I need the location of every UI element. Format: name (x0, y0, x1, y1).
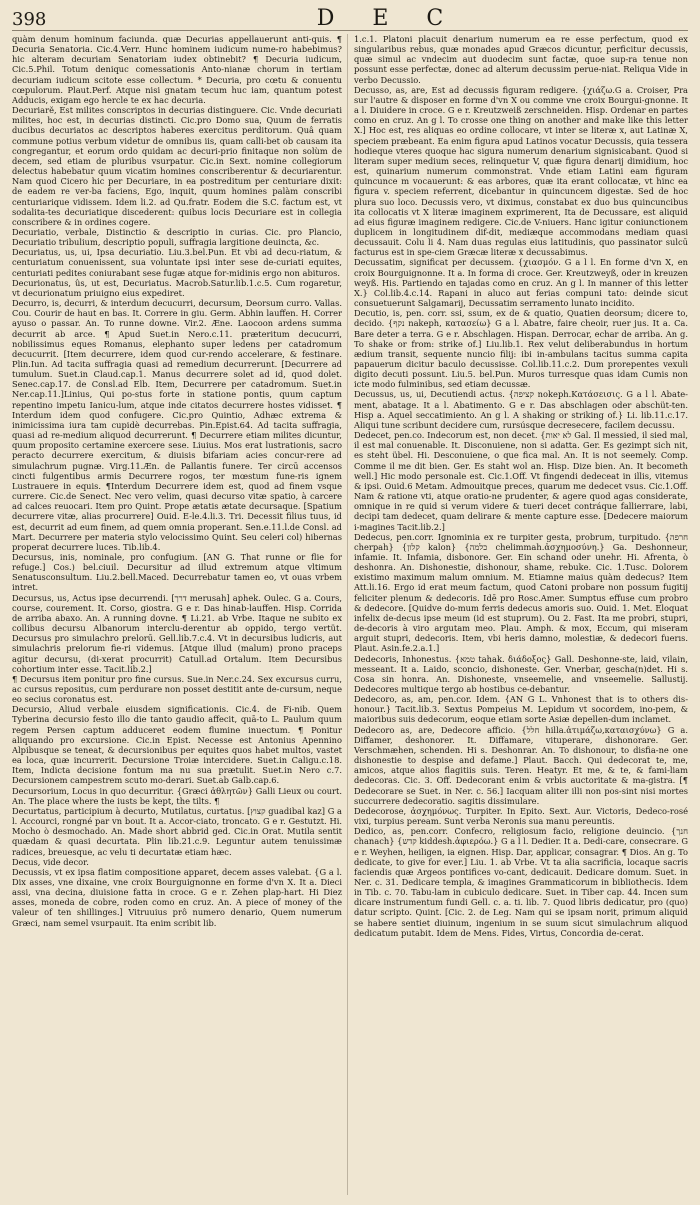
entry-paragraph: Decuriatus, us, ui, Ipsa decuriatio. Liu.3.bel.Pun. Et vbi ad decu-riatum, & centuriatum conuenissent, sua voluntate ipsi inter sese de-curiati equites, centuriati pedites coniurabant sese fugæ atque for-midinis ergo non abituros. (12, 247, 342, 278)
entry-paragraph: Decurtatus, participium à decurto, Mutilatus, curtatus. [קצוץ guadibal kaz] G a l. Accourci, rongné par vn bout. It a. Accor-ciato, troncato. G e r. Gestutzt. Hi. Mocho ò desmochado. An. Made short abbrid ged. Cic.in Orat. Mutila sentit quædam & quasi decurtata. Plin lib.21.c.9. Leguntur autem tenuissimæ radices, breuesque, ac velu ti decurtatæ etiam hæc. (12, 805, 342, 857)
entry-paragraph: Dedecoris, Inhonestus. {טמא tahak. διάδοξος} Gall. Deshonne-ste, laid, vilain, messeant. It a. Laido, sconcio, dishoneste. Ger. Vnerbar, gescha(n)det. Hi s. Cosa sin honra. An. Dishoneste, vnseemelie, and vnseemelie. Sallustij. Dedecores multique tergo ab hostibus ce-debantur. (354, 653, 688, 694)
entry-paragraph: Dedecoro, as, am, pen.cor. Idem. {AN G L. Vnhonest that is to others dis-honour.} Tacit.lib.3. Sextus Pompeius M. Lepidum vt socordem, ino-pem, & maioribus suis dedecorum, eoque etiam sorte Asiæ depellen-dum inclamet. (354, 694, 688, 725)
running-head: DEC (316, 6, 482, 31)
entry-paragraph: Decursus, inis, nominale, pro confugium. [AN G. That runne or flie for refuge.] Cos.) bel.ciuil. Decursitur ad illud extremum atque vltimum Senatusconsultum. Liu.2.bell.Maced. Decurrebatur tamen eo, vt ouas vrbem intret. (12, 551, 342, 593)
entry-paragraph: Decussus, us, ui, Decutiendi actus. {קציפה nokeph.Κατάσεισις. G a l l. Abate-ment, abatage. It a l. Abatimento. G e r. Das abschlagen oder abschüt-ten. Hisp a. Aquel seccatimiento. An g l. A shaking or striking of.} Li. lib.11.c.17. Aliqui tune scribunt decidere cum, rursúsque decresecere, facilem decussu. (354, 389, 688, 430)
column-divider (347, 34, 348, 1195)
page-number: 398 (12, 9, 47, 30)
left-column (12, 34, 342, 1197)
entry-paragraph: Decursorium, Locus in quo decurritur. {Græci ἀθλητῶν} Galli Lieux ou court. An. The place where the iusts be kept, the tilts. ¶ (12, 785, 342, 806)
entry-paragraph: Dedecorose, ἀσχημόνως. Turpiter. In Epito. Sext. Aur. Victoris, Dedeco-rosé vixi, turpius peream. Sunt verba Neronis sua manu pereuntis. (354, 805, 688, 827)
entry-paragraph: Decursio, Aliud verbale eiusdem significationis. Cic.4. de Fi-nib. Quem Tyberina decursio festo illo die tanto gaudio affecit, quā-to L. Paulum quum regem Persen captum adduceret eodem flumine inuectum. ¶ Ponitur aliquando pro excursione. Cic.in Epist. Necesse est Antonius Apennino Alpibusque se teneat, & decursionibus per equites quos habet multos, vastet ea loca, quæ incurrerit. Decursione Troiæ intercidere. Suet.in Caligu.c.18. Item, Indicta decisione fontum ma nu sua prætulit. Suet.in Nero c.7. Decursionem campestrem scuto mo-derari. Suet.ab Galb.cap.6. (12, 704, 342, 786)
entry-paragraph: Decussatim, significat per decussem. {χιασμόν. G a l l. En forme d'vn X, en croix Bourguignonne. It a. In forma di croce. Ger. Kreutzweyß, oder in kreuzen weyß. His. Partiendo en tajadas como en cruz. An g l. In manner of this letter X.} Col.lib.4.c.14. Rapani in aluco aut ferias compuni tato: deinde sicut consuetuerunt Salgamarij, Decussatim serramento lunato incidito. (354, 257, 688, 309)
entry-paragraph: Decurro, is, decurri, & interdum decucurri, decursum, Deorsum curro. Vallas. Cou. Courir de haut en bas. It. Correre in giu. Germ. Abhin lauffen. H. Correr ayuso o passar. An. To runne downe. Vir.2. Æne. Laocoon ardens summa decurrit ab arce. ¶ Apud Suet.in Nero.c.11. præteritum decucurri, nobilissimus eques Romanus, elephanto super ledens per catadromum decucurrit. [Item decurrere, idem quod cur-rendo accelerare, & festinare. Plin.Iun. Ad tacita suffragia quasi ad remedium decurrerunt. [Decurrere ad tumulum. Suet.in Claud.cap.1. Manus decurrere solet ad id, quod dolet. Senec.cap.17. de Consl.ad Elb. Item, Decurrere per catadromum. Suet.in Ner.cap.11.]Linius, Qui po-stus forte in statione pontis, quum captum repentino impetu Ianicu-lum, atque inde citatos decurrere hostes vidisset. ¶ Interdum idem quod confugere. Cic.pro Quintio, Adhæc extrema & inimicissima iura tam cupidè decurrebas. Pin.Epist.64. Ad tacita suffragia, quasi ad re-medium aliquod decurrerunt. ¶ Decurrere etiam milites dicuntur, quum proposito certamine exercere sese. Liuius. Mos erat lustrationis, sacro peracto decurrere exercitum, & diuisis bifariam acies concur-rere ad simulachrum pugnæ. Virg.11.Æn. de Pallantis funere. Ter circū accensos cincti fulgentibus armis Decurrere rogos, ter mœstum fune-ris ignem Lustrauere in equis. ¶Interdum Decurrere idem est, quod ad finem vsque currere. Cic.de Senect. Nec vero velim, quasi decurso vitæ spatio, à carcere ad calces reuocari. Item pro Quint. Prope ætatis ætate decursaque. [Spatium decurrere vitæ, alias procurrere] Ouid. E-le.4.li.3. Tri. Decessit filius tuus, id est, decurrit ad eum finem, ad quem omnia properant. Sen.e.11.l.de Consl. ad Mart. Decurrere per materia stylo velocissimo Quint. Seu celeri col) hibernas properat decurrere luces. Tib.lib.4. (12, 298, 342, 552)
entry-paragraph: Dedecoro as, are, Dedecore afficio. {חלל hilla.ἀτιμάζω,καταισχύνω} G a. Diffamer, deshonorer. It. Diffamare, vituperare, dishonorare. Ger. Verschmæhen, schenden. Hi s. Deshonrar. An. To dishonour, to disfia-ne one dishonestie to despise and defame.] Plaut. Bacch. Qui dedecorat te, me, amicos, atque alios flagitiis suis. Teren. Heatyr. Et me, & te, & fami-liam dedecoras. Cic. 3. Off. Dedecorant enim & vrbis auctoritate & ma-gistra. [¶ Dedecorare se Suet. in Ner. c. 56.] Iacquam aliter illi non pos-sint nisi mortes succurrere dedecoratio. sagitis dissimulare. (354, 724, 688, 806)
entry-paragraph: Decuriatio, verbale, Distinctio & descriptio in curias. Cic. pro Plancio, Decuriatio tribulium, descriptio populi, suffragia largitione deuincta, &c. (12, 226, 342, 248)
entry-paragraph: Dedecet, pen.co. Indecorum est, non decet. {לא יאות Gal. Il messied, il sied mal, il est mal conuenable. It. Disconuiene, non si adatta. Ger. Es gezimpt sich nit, es steht übel. Hi. Desconuiene, o que fica mal. An. It is not seemely. Comp. Comme il me dit bien. Ger. Es staht wol an. Hisp. Dize bien. An. It becometh well.] Hic modo personale est. Cic.1.Off. Vt fingendi dedeceat in illis, vitemus & ipsi. Ouid.6 Metam. Admouitque preces, quarum me dedecet vsus. Cic.1.Off. Nam & ratione vti, atque oratio-ne prudenter, & agere quod agas considerate, omnique in re quid si verum videre & tueri decet contráque fallierrare, labi, decipi tam dedecet, quam delirare & mente capture esse. [Dedecere maiorum i-magines Tacit.lib.2.] (354, 430, 688, 532)
entry-paragraph: Dedico, as, pen.corr. Confecro, religiosum facio, religione deuincio. {חנך chanach} {קדש kiddesh.ἀφιερόω.} G a l l. Dedier. It a. Dedi-care, consecrare. G e r. Weyhen, heiligen, ia eignen. Hisp. Dar, applicar, consagrar. ¶ Dios. An g. To dedicate, to give for ever.] Liu. 1. ab Vrbe. Vt ta alia sacrificia, locaque sacris faciendis quæ Argeos pontifices vo-cant, dedicauit. Dedicare domum. Suet. in Ner. c. 31. Dedicare templa, & imagines Grammaticorum in bibliothecis. Idem in Tib. c. 70. Tabu-lam in cubiculo dedicare. Suet. in Tiber cap. 44. Incen sum dicare instrumentum fundi Gell. c. a. ti. lib. 7. Quod libris dedicatur, pro (quo) datur scripto. Quint. [Cic. 2. de Leg. Nam qui se ipsam norit, primum aliquid se habere sentiet diuinum, ingenium in se suum sicut simulachrum aliquod dedicatum putabit. Idem de Mens. Fides, Virtus, Concordia de-cerat. (354, 826, 688, 938)
entry-paragraph: quàm denum hominum faciunda. quæ Decurias appellauerunt anti-quis. ¶ Decuria Senatoria. Cic.4.Verr. Hunc hominem iudicum nume-ro habebimus? hic alteram decuriam Senatoriam iudex obtinebit? ¶ Decuria iudicum, Cic.5.Phil. Totum deniquc comessationis Anto-nianæ chorum in tertiam decuriam iudicum scitote esse collectum. * Decuria, pro cœtu & conuentu cœpulorum. Plaut.Perf. Atque nisi gnatam tecum huc iam, quantum potest Adducis, exigam ego hercle te ex hac decuria. (12, 34, 342, 105)
entry-paragraph: Decussis, vt ex ipsa flatim compositione apparet, decem asses valebat. {G a l. Dix asses, vne dixaine, vne croix Bourguignonne en forme d'vn X. It a. Dieci assi, vna decina, diuisione fatta in croce. G e r. Zehen plap-hart. Hi Diez asses, moneda de cobre, roden como en cruz. An. A piece of money of the valeur of ten shillinges.] Vitruuius prô numero denario, Quem numerum Græci, nam semel vsurpauit. Ita enim scribit lib. (12, 866, 342, 928)
entry-paragraph: 1.c.1. Platoni placuit denarium numerum ea re esse perfectum, quod ex singularibus rebus, quæ monades apud Græcos dicuntur, perficitur decussis, quæ simul ac vndecim aut duodecim sunt factæ, quoe sup-ra tenue non possunt esse perfectæ, donec ad alterum decussim perue-niat. Reliqua Vide in verbo Decussio. (354, 34, 688, 85)
entry-paragraph: Decurionatus, ûs, ut est, Decuriatus. Macrob.Satur.lib.1.c.5. Cum rogaretur, vt decurionatum priuigno eius expediret. (12, 277, 342, 298)
entry-paragraph: Decutio, is, pen. corr. ssi, ssum, ex de & quatio, Quatien deorsum; dicere to, decido. {נקף nakeph, κατασείω} G a l. Abatre, faire cheoir, ruer jus. It a. Ca. Bare deter a terra. G e r. Abschlagen. Hispan. Derrocar, echar de arriba. An g. To shake or from: strike of.] Liu.lib.1. Rex velut deliberabundus in hortum ædium transit, sequente nuncio filij: ibi in-ambulans tacitus summa capita papauerum dicitur baculo decussisse. Col.lib.11.c.2. Dum prorepentes vexuli digito decuti possunt. Liu.5. bel.Pun. Muros turresque quas idam Cumis non icte modo fulminibus, sed etiam decussæ. (354, 308, 688, 390)
entry-paragraph: Decursus, us, Actus ipse decurrendi. [דרך merusah] aphek. Oulec. G a. Cours, course, courement. It. Corso, giostra. G e r. Das hinab-lauffen. Hisp. Corrida de arriba abaxo. An. A running dovne. ¶ Li.21. ab Vrbe. Itaque ne subito ex collibus decursu Albanorum interclu-derentur ab oppido, tergo vertüt. Decursus pro simulachro prelorū. Gell.lib.7.c.4. Vt in decursibus ludicris, aut simulachris prelorum fie-ri videmus. [Atque illud (malum) prono praceps agitur decursu, (di-xerat procurrit) Catull.ad Ortalum. Item Decursibus cohortium inter esse. Tacit.lib.2.] (12, 592, 342, 674)
entry-paragraph: Dedecus, pen.corr. Ignominia ex re turpiter gesta, probrum, turpitudo. {חרפה cherpah} {קלון kalon} {כלמה chelimmah.ἀσχημοσύνη.} Ga. Deshonneur, infamie. It. Infamia, disbonore. Ger. Ein schand oder unehr. Hi. Afrenta, ò deshonra. An. Dishonestie, dishonour, shame, rebuke. Cic. 1.Tusc. Dolorem existimo maximum malum omnium. M. Etiamne maius quàm dedecus? Item Att.li.16. Ergo id erat meum factum, quod Catoni probare non possum fugitij feliciter plenum & dedecoris. Idē pro Rosc.Amer. Sumptus effuse cum probro & dedecore. [Quidve do-mum ferris dedecus amoris suo. Ouid. 1. Met. Eloquat infelix de-decus ipse meum (id est stuprum). Ou 2. Fast. Ita me probri, stupri, de-decoris à viro argutam meo. Plau. Amph. & mox, Eccum, qui miseram arguit stupri, dedecoris. Item, vbi heris damno, molestiæ, & dedecori fuerıs. Plaut. Asin.fe.2.a.1.] (354, 531, 688, 654)
entry-paragraph: Decusso, as, are, Est ad decussis figuram redigere. {χιάζω.G a. Croiser, Pra sur l'autre & disposer en forme d'vn X ou comme vne croix Bourgui-gnonne. It a l. Diuidere in croce. G e r. Kreutzweiß zerschneiden. Hisp. Ordenar en partes como en cruz. An g l. To crosse one thing on another and make like this letter X.] Hoc est, res aliquas eo ordine collocare, vt inter se literæ x, aut Latinæ X, speciem præbeant. Ea enim figura apud Latinos vocatur Decussis, quia tessera hodieque vteres quoque hac sigura numerum denarium signisicabant. Quod si literam super medium seces, relinquetur V, quæ figura denarij dimidium, hoc est, quinarium numerum commonstrat. Vnde etiam Latini eam figuram quincunce m vocauerunt: & eas arbores, quæ ita erant collocatæ, vt hinc ea figura v. speciem referrent, dicebantur in quincuncem digestæ. Sed de hoc plura suo loco. Decussis vero, vt diximus, constabat ex duo bus quincuncibus ita collocatis vt X literæ imaginem exprimerent, Ita de Decussare, est aliquid ad eius figuræ imaginem redigere. Cic.de V-niuers. Hanc igitur coniunctionem duplicem in longitudinem dif-dit, mediæque accommodans mediam quasi decussauit. Colu li 4. Nam duas regulas eius latitudinis, quo passinator sulcū facturus est in spe-ciem Græcæ literæ x decussabimus. (354, 84, 688, 258)
entry-paragraph: Decuriarĕ, Est milites conscriptos in decurias distinguere. Cic. Vnde decuriati milites, hoc est, in decurias distincti. Cic.pro Domo sua, Quum de ferratis ducibus decuriatos ac descriptos haberes exercitus perditorum. Quâ quam commune potius verbum videtur de omnibus iis, quam calli-bet ob causam ita congregantur, et eorum ordo quidam ac decuri-prio finitaque non solùm de decem, sed etiam de pluribus vsurpatur. Cic.in Sext. nomine collegiorum delectus habebatur quum vicatim homines conscriberentur & decuriarentur. Nam quod Cicero hic per Decuriare, in ea postreditum per centuriare dixit: de eadem re ver-ba faciens, Ego, inquit, quum homines palàm conscribi centuriarique vidissem. Idem li.2. ad Qu.fratr. Eodem die S.C. factum est, vt sodalita-tes decuriatique discederent: quibus locis Decuriare est in collegia conscribere & in ordines cogere. (12, 105, 342, 227)
entry-paragraph: Decus, vide decor. (12, 856, 89, 867)
page-header (12, 6, 688, 31)
entry-paragraph: ¶ Decursus item ponitur pro fine cursus. Sue.in Ner.c.24. Sex excursus curru, ac cursus repositus, cum perdurare non posset destitit ante de-cursum, neque eo secius coronatus est. (12, 673, 342, 705)
right-column (354, 34, 688, 1197)
